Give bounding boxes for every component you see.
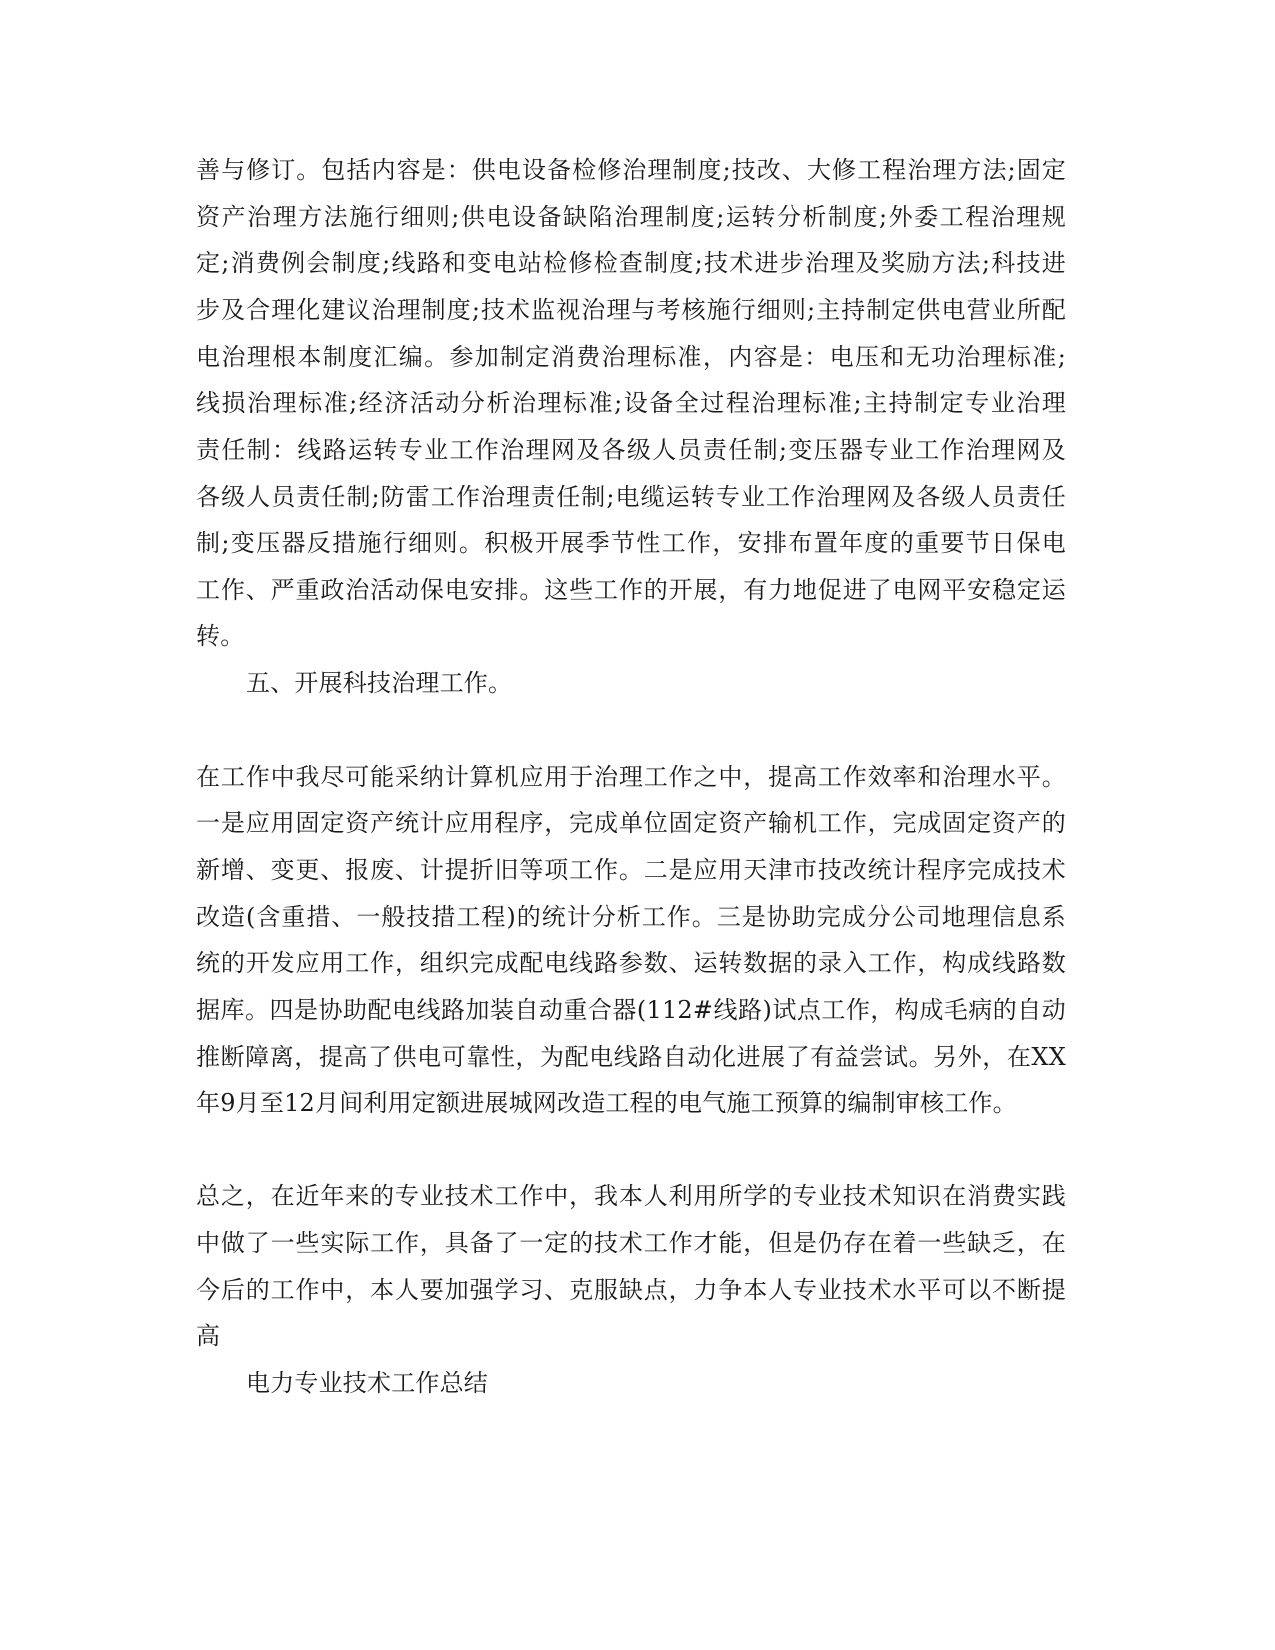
body-text-line: 工作、严重政治活动保电安排。这些工作的开展，有力地促进了电网平安稳定运 (196, 576, 1066, 604)
body-text-line: 新增、变更、报废、计提折旧等项工作。二是应用天津市技改统计程序完成技术 (196, 856, 1066, 884)
body-text-line: 制;变压器反措施行细则。积极开展季节性工作，安排布置年度的重要节日保电 (196, 529, 1066, 557)
body-text-line: 转。 (196, 622, 245, 650)
body-text-line: 定;消费例会制度;线路和变电站检修检查制度;技术进步治理及奖励方法;科技进 (196, 249, 1066, 277)
closing-title: 电力专业技术工作总结 (246, 1369, 488, 1397)
body-text-line: 据库。四是协助配电线路加装自动重合器(112#线路)试点工作，构成毛病的自动 (196, 996, 1066, 1024)
body-text-line: 高 (196, 1322, 221, 1350)
section-heading: 五、开展科技治理工作。 (246, 669, 513, 697)
body-text-line: 推断障离，提高了供电可靠性，为配电线路自动化进展了有益尝试。另外，在XX (196, 1043, 1066, 1071)
body-text-line: 年9月至12月间利用定额进展城网改造工程的电气施工预算的编制审核工作。 (196, 1089, 1017, 1117)
body-text-line: 统的开发应用工作，组织完成配电线路参数、运转数据的录入工作，构成线路数 (196, 949, 1066, 977)
body-text-line: 各级人员责任制;防雷工作治理责任制;电缆运转专业工作治理网及各级人员责任 (196, 483, 1066, 511)
body-text-line: 资产治理方法施行细则;供电设备缺陷治理制度;运转分析制度;外委工程治理规 (196, 203, 1066, 231)
body-text-line: 在工作中我尽可能采纳计算机应用于治理工作之中，提高工作效率和治理水平。 (196, 763, 1066, 791)
body-text-line: 线损治理标准;经济活动分析治理标准;设备全过程治理标准;主持制定专业治理 (196, 389, 1066, 417)
body-text-line: 一是应用固定资产统计应用程序，完成单位固定资产输机工作，完成固定资产的 (196, 809, 1066, 837)
body-text-line: 改造(含重措、一般技措工程)的统计分析工作。三是协助完成分公司地理信息系 (196, 903, 1066, 931)
body-text-line: 今后的工作中，本人要加强学习、克服缺点，力争本人专业技术水平可以不断提 (196, 1276, 1066, 1304)
body-text-line: 电治理根本制度汇编。参加制定消费治理标准，内容是：电压和无功治理标准; (196, 343, 1066, 371)
body-text-line: 责任制：线路运转专业工作治理网及各级人员责任制;变压器专业工作治理网及 (196, 436, 1066, 464)
body-text-line: 善与修订。包括内容是：供电设备检修治理制度;技改、大修工程治理方法;固定 (196, 156, 1066, 184)
body-text-line: 总之，在近年来的专业技术工作中，我本人利用所学的专业技术知识在消费实践 (196, 1182, 1066, 1210)
body-text-line: 中做了一些实际工作，具备了一定的技术工作才能，但是仍存在着一些缺乏，在 (196, 1229, 1066, 1257)
body-text-line: 步及合理化建议治理制度;技术监视治理与考核施行细则;主持制定供电营业所配 (196, 296, 1066, 324)
